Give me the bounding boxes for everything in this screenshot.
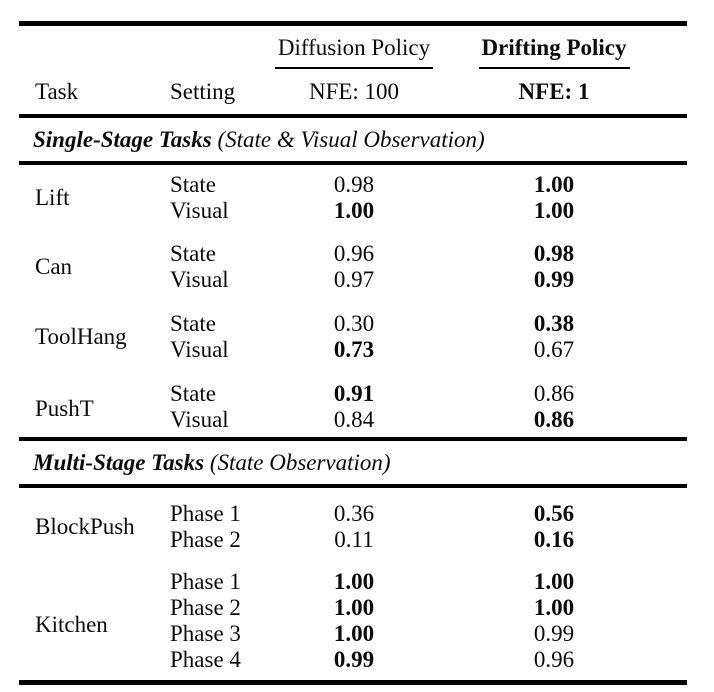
diffusion-value: 0.36	[333, 501, 375, 526]
diffusion-policy-header: Diffusion Policy	[277, 35, 431, 60]
diffusion-policy-header-cell	[265, 24, 443, 70]
setting-column-header: Setting	[170, 69, 265, 116]
diffusion-value-cell	[265, 647, 443, 683]
diffusion-value-cell	[265, 198, 443, 224]
drifting-value-cell	[443, 163, 687, 198]
drifting-value-cell	[443, 621, 687, 647]
diffusion-value-cell	[265, 527, 443, 553]
section-single-stage	[19, 116, 687, 163]
diffusion-value-cell	[265, 621, 443, 647]
section-multi-stage	[19, 439, 687, 486]
task-group-pusht	[19, 363, 687, 439]
diffusion-policy-underline	[275, 35, 433, 69]
section-subtitle: (State & Visual Observation)	[217, 127, 485, 152]
table-header	[19, 24, 687, 117]
task-cell: PushT	[35, 396, 94, 421]
section-title-cell	[19, 439, 687, 486]
diffusion-nfe-header-cell	[265, 69, 443, 116]
diffusion-value-cell	[265, 267, 443, 293]
drifting-value: 0.67	[533, 337, 575, 362]
diffusion-value: 1.00	[333, 595, 375, 620]
table-row	[19, 486, 687, 527]
spacer-cell	[170, 24, 265, 70]
task-cell: Kitchen	[35, 611, 108, 637]
setting-cell: Phase 1	[170, 569, 241, 594]
policy-header-row	[19, 24, 687, 70]
drifting-value-cell	[443, 407, 687, 439]
table-row	[19, 163, 687, 198]
task-cell: BlockPush	[35, 514, 135, 539]
setting-cell: State	[170, 311, 216, 336]
drifting-value-cell	[443, 293, 687, 337]
setting-cell: Visual	[170, 407, 229, 432]
drifting-value: 1.00	[533, 198, 575, 223]
diffusion-value: 0.11	[334, 527, 374, 552]
drifting-value: 1.00	[533, 595, 575, 620]
drifting-value: 0.56	[533, 501, 575, 526]
diffusion-nfe-header: NFE: 100	[308, 79, 400, 104]
table-row	[19, 363, 687, 407]
diffusion-value-cell	[265, 163, 443, 198]
drifting-value: 1.00	[533, 172, 575, 197]
task-group-toolhang	[19, 293, 687, 363]
setting-cell: State	[170, 381, 216, 406]
drifting-policy-underline	[479, 35, 630, 69]
diffusion-value-cell	[265, 337, 443, 363]
section-title-cell	[19, 116, 687, 163]
setting-cell: Phase 1	[170, 501, 241, 526]
section-title: Single-Stage Tasks	[33, 127, 212, 152]
drifting-value: 0.99	[533, 267, 575, 292]
drifting-value-cell	[443, 486, 687, 527]
results-table	[19, 21, 687, 685]
diffusion-value: 0.30	[333, 311, 375, 336]
task-group-blockpush	[19, 486, 687, 553]
diffusion-value: 0.73	[333, 337, 375, 362]
setting-cell: Visual	[170, 337, 229, 362]
task-cell: ToolHang	[35, 324, 127, 349]
drifting-value-cell	[443, 337, 687, 363]
setting-cell: State	[170, 172, 216, 197]
drifting-value: 0.86	[533, 407, 575, 432]
task-column-header: Task	[19, 69, 170, 116]
drifting-nfe-header-cell	[443, 69, 687, 116]
drifting-value: 0.16	[533, 527, 575, 552]
diffusion-value: 0.96	[333, 241, 375, 266]
drifting-policy-header: Drifting Policy	[481, 35, 627, 60]
diffusion-value-cell	[265, 407, 443, 439]
table-row	[19, 293, 687, 337]
task-cell: Lift	[35, 185, 70, 210]
diffusion-value: 1.00	[333, 621, 375, 646]
diffusion-value: 0.91	[333, 381, 375, 406]
drifting-nfe-header: NFE: 1	[518, 79, 590, 104]
drifting-value-cell	[443, 224, 687, 267]
spacer-cell	[19, 24, 170, 70]
drifting-value-cell	[443, 198, 687, 224]
column-header-row	[19, 69, 687, 116]
setting-cell: Phase 2	[170, 595, 241, 620]
setting-cell: Visual	[170, 198, 229, 223]
drifting-policy-header-cell	[443, 24, 687, 70]
diffusion-value-cell	[265, 224, 443, 267]
drifting-value: 0.96	[533, 647, 575, 672]
diffusion-value-cell	[265, 595, 443, 621]
task-group-lift	[19, 163, 687, 224]
setting-cell: Phase 3	[170, 621, 241, 646]
drifting-value-cell	[443, 595, 687, 621]
task-group-can	[19, 224, 687, 293]
drifting-value-cell	[443, 267, 687, 293]
drifting-value-cell	[443, 527, 687, 553]
drifting-value: 0.86	[533, 381, 575, 406]
section-title: Multi-Stage Tasks	[33, 450, 205, 475]
diffusion-value-cell	[265, 486, 443, 527]
task-cell: Can	[35, 254, 73, 279]
diffusion-value: 1.00	[333, 198, 375, 223]
drifting-value-cell	[443, 363, 687, 407]
section-row	[19, 116, 687, 163]
section-row	[19, 439, 687, 486]
diffusion-value: 1.00	[333, 569, 375, 594]
task-group-kitchen	[19, 553, 687, 683]
diffusion-value: 0.99	[333, 647, 375, 672]
drifting-value: 1.00	[533, 569, 575, 594]
diffusion-value: 0.97	[333, 267, 375, 292]
diffusion-value-cell	[265, 363, 443, 407]
diffusion-value: 0.98	[333, 172, 375, 197]
table-row	[19, 553, 687, 595]
diffusion-value: 0.84	[333, 407, 375, 432]
setting-cell: State	[170, 241, 216, 266]
setting-cell: Phase 4	[170, 647, 241, 672]
setting-cell: Visual	[170, 267, 229, 292]
drifting-value-cell	[443, 647, 687, 683]
drifting-value: 0.98	[533, 241, 575, 266]
drifting-value-cell	[443, 553, 687, 595]
diffusion-value-cell	[265, 553, 443, 595]
diffusion-value-cell	[265, 293, 443, 337]
setting-cell: Phase 2	[170, 527, 241, 552]
drifting-value: 0.99	[533, 621, 575, 646]
table-row	[19, 224, 687, 267]
drifting-value: 0.38	[533, 311, 575, 336]
section-subtitle: (State Observation)	[209, 450, 391, 475]
